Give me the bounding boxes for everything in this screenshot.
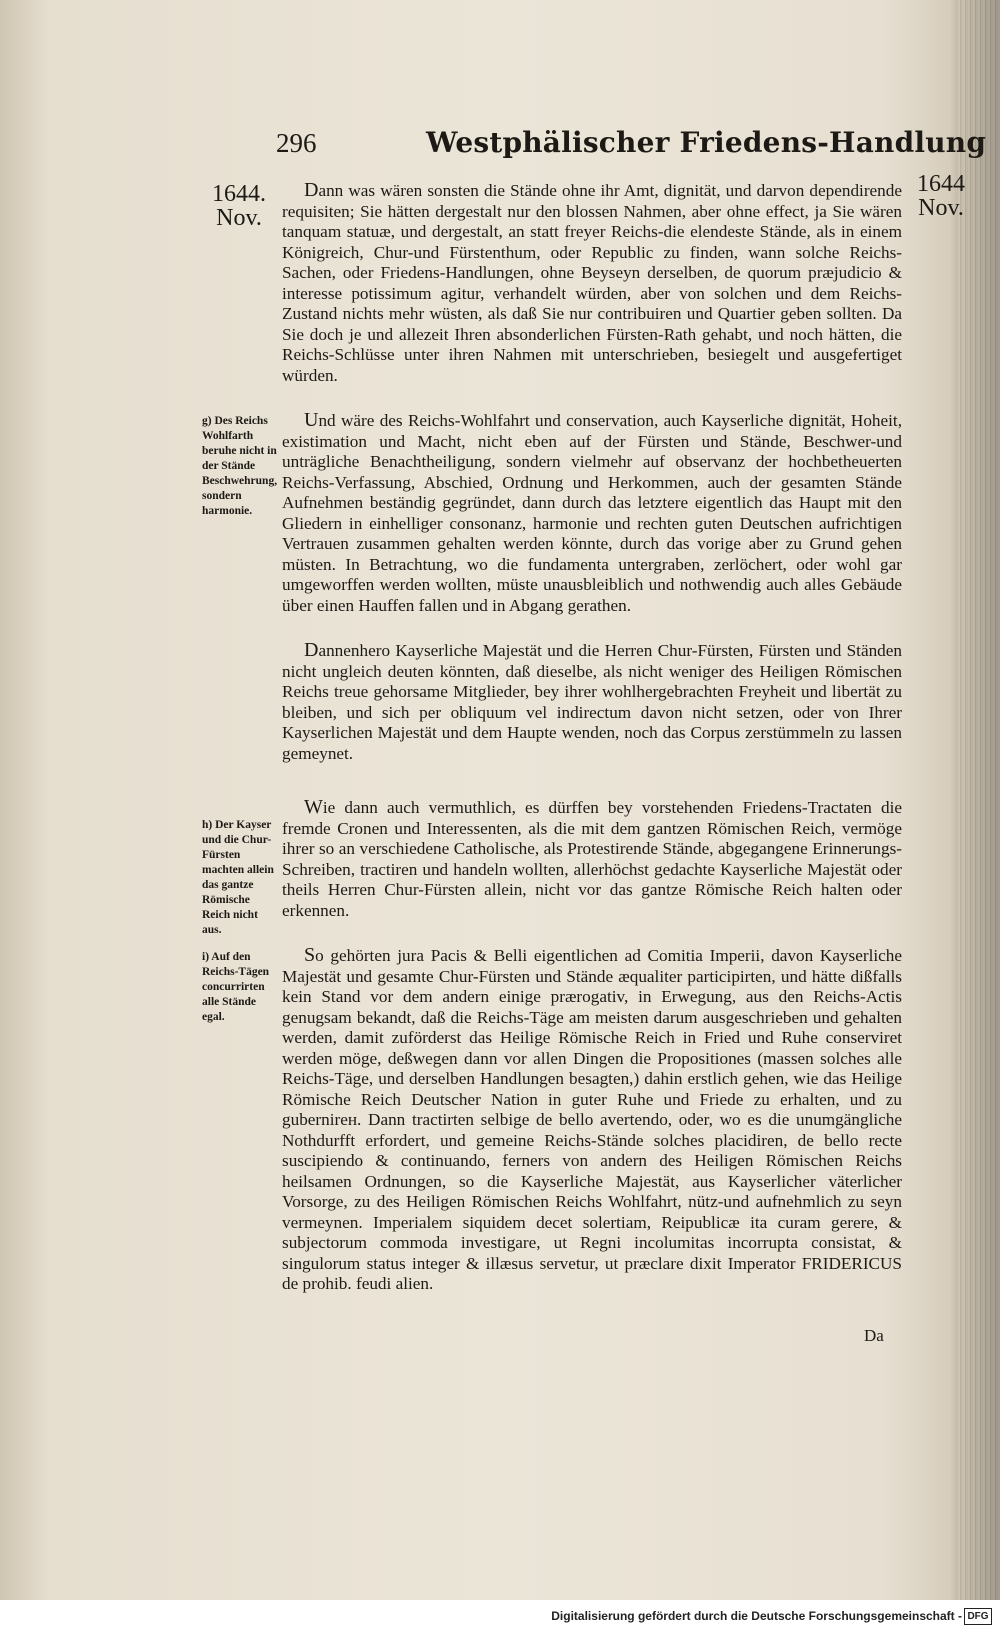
dfg-logo-icon: DFG	[964, 1608, 992, 1625]
paragraph-2: Und wäre des Reichs-Wohlfahrt und conservation, auch Kayserliche dignität, Hoheit, existimation und Macht, nicht eben auf der Fürsten und Stände, Beschwer-und unträgliche Benachtheiligung, sondern vielmehr auf observanz der hochbetheuerten Reichs-Verfassung, Abschied, Ordnung und Herkommen, auch der gesamten Stände Aufnehmen beständig gegründet, dann durch das letztere eigentlich das Haupt mit den Gliedern in einhelliger consonanz, harmonie und rechten guten Deutschen aufrichtigen Vertrauen zusammen gehalten werden könnte, durch das vorige aber zu Grund gehen müsten. In Betrachtung, wo die fundamenta untergraben, zerlöchert, oder wohl gar umgeworffen werden wollten, müste unausbleiblich und nothwendig auch alles Gebäude über einen Hauffen fallen und in Abgang gerathen.	[282, 409, 902, 615]
main-text-block-3	[282, 945, 902, 1319]
main-text-block-2	[282, 797, 902, 945]
date-month-right: Nov.	[918, 195, 964, 221]
date-year-right: 1644	[917, 171, 965, 197]
page-number: 296	[276, 128, 317, 158]
paragraph-4: Wie dann auch vermuthlich, es dürffen bey vorstehenden Friedens-Tractaten die fremde Cronen und Interessenten, als die mit dem gantzen Römischen Reich, vermöge ihrer so an verschiedene Catholische, als Protestirende Stände, abgegangene Erinnerungs-Schreiben, tractiren und handeln wollten, allerhöchst gedachte Kayserliche Majestät oder theils Herren Chur-Fürsten allein, nicht vor das gantze Römische Reich halten oder erkennen.	[282, 796, 902, 920]
page-edge	[958, 0, 1000, 1600]
running-head	[276, 126, 987, 168]
date-note-right	[917, 172, 965, 220]
paragraph-3: Dannenhero Kayserliche Majestät und die Herren Chur-Fürsten, Fürsten und Ständen nicht ungleich deuten könnten, daß dieselbe, als nicht weniger des Heiligen Römischen Reichs treue gehorsame Mitglieder, bey ihrer wohlhergebrachten Freyheit und libertät zu bleiben, und sich per obliquum vel indirectum davon nicht setzen, oder von Ihrer Kayserlichen Majestät und dem Haupte wenden, noch das Corpus zerstümmeln zu lassen gemeynet.	[282, 639, 902, 763]
main-text-block-1	[282, 180, 902, 788]
paragraph-5: So gehörten jura Pacis & Belli eigentlichen ad Comitia Imperii, davon Kayserliche Majestät und gesamte Chur-Fürsten und Stände æqualiter participirten, und hätte dißfalls kein Stand vor dem andern einige prærogativ, in Erwegung, aus den Reichs-Actis genugsam bekandt, daß die Reichs-Täge am meisten darum ausgeschrieben und gehalten werden, damit zuförderst das Heilige Römische Reich in Fried und Ruhe conserviret werden möge, deßwegen dann vor allen Dingen die Propositiones (massen solches alle Reichs-Täge, und derselben Handlungen besagten,) dahin erstlich gehen, wie das Heilige Römische Reich Deutscher Nation in guter Ruhe und Friede zu erhalten, und zu gubernirен. Dann tractirten selbige de bello avertendo, oder, wo es die unumgängliche Nothdurfft erfordert, und gemeine Reichs-Stände solches placidiren, de bello recte suscipiendo & continuando, ferners von andern des Heiligen Römischen Reichs heilsamen Ordnungen, so die Kayserliche Majestät, aus Kayserlicher väterlicher Vorsorge, zu des Heiligen Römischen Reichs Wohlfahrt, nütz-und aufnehmlich zu seyn vermeynen. Imperialem siquidem decet solertiam, Reipublicæ ita curam gerere, & subjectorum commoda investigare, ut Regni incolumitas incorrupta consistat, & singulorum status integer & illæsus servetur, ut præclare dixit Imperator FRIDERICUS de prohib. feudi alien.	[282, 944, 902, 1293]
footer-bar	[0, 1600, 1000, 1638]
date-year-left: 1644.	[212, 181, 266, 207]
footer-credit: Digitalisierung gefördert durch die Deutsche Forschungsgemeinschaft -	[551, 1609, 962, 1623]
date-month-left: Nov.	[216, 205, 262, 231]
catchword: Da	[864, 1326, 884, 1345]
running-title: Westphälischer Friedens-Handlung	[426, 126, 987, 159]
margin-note-i: i) Auf den Reichs-Tägen concurrirten alle Stände egal.	[202, 951, 270, 1023]
paragraph-1: Dann was wären sonsten die Stände ohne ihr Amt, dignität, und darvon dependirende requisiten; Sie hätten dergestalt nur den blossen Nahmen, aber ohne effect, ja Sie wären tanquam statuæ, und dergestalt, an statt freyer Reichs-die elendeste Stände, als in einem Königreich, Chur-und Fürstenthum, oder Republic zu finden, wann solche Reichs-Sachen, oder Friedens-Handlungen, ohne Beyseyn derselben, de quorum præjudicio & interesse potissimum agitur, verhandelt würden, aber von solchen und dem Reichs-Zustand nichts mehr wüsten, als daß Sie nur contribuiren und Quartier geben sollten. Da Sie doch je und allezeit Ihren absonderlichen Fürsten-Rath gehabt, und noch hätten, die Reichs-Schlüsse unter ihren Nahmen mit unterschrieben, besiegelt und ausgefertiget würden.	[282, 179, 902, 385]
margin-note-h: h) Der Kayser und die Chur-Fürsten machten allein das gantze Römische Reich nicht aus.	[202, 819, 274, 936]
date-note-left	[212, 182, 266, 230]
margin-note-g: g) Des Reichs Wohlfarth beruhe nicht in der Stände Beschwehrung, sondern harmonie.	[202, 415, 278, 517]
